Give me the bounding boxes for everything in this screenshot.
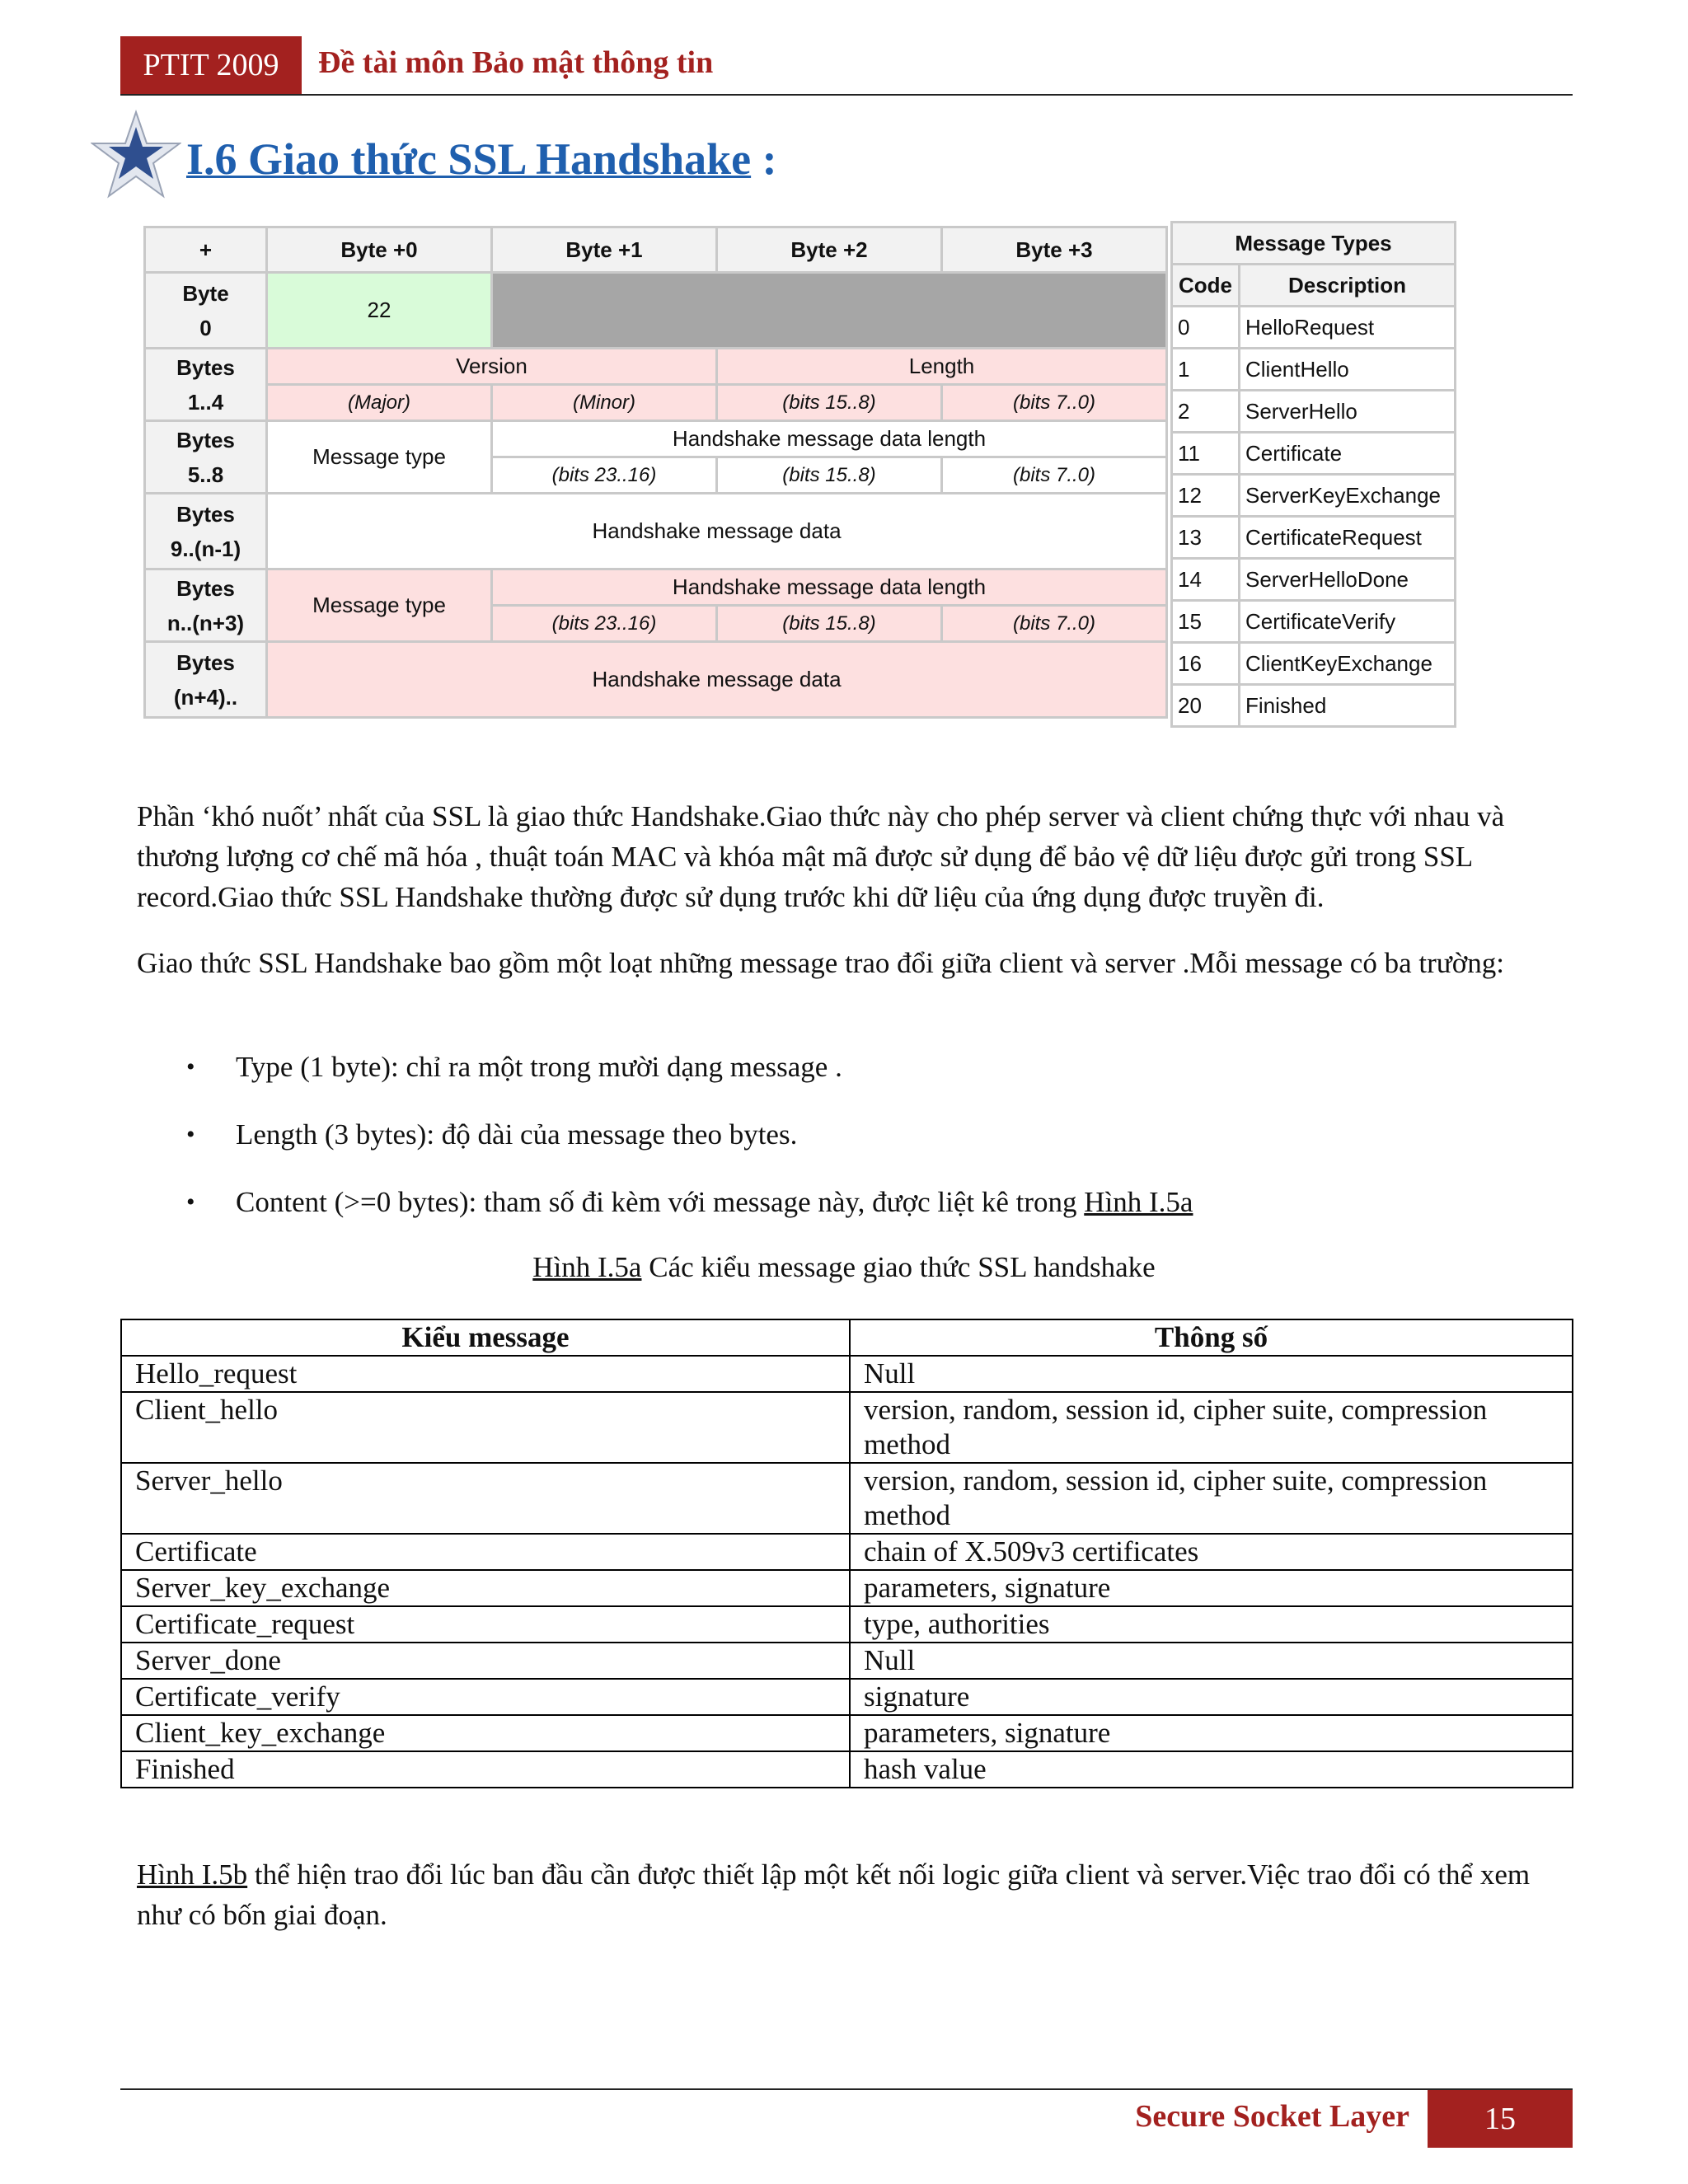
message-kind: Certificate_verify (121, 1679, 850, 1715)
message-code: 2 (1172, 391, 1240, 433)
content-type-cell: 22 (267, 273, 492, 349)
table-row (121, 1751, 1573, 1788)
message-params: chain of X.509v3 certificates (850, 1534, 1573, 1570)
message-params: Null (850, 1356, 1573, 1392)
message-type-row (1172, 643, 1456, 685)
star-icon (91, 109, 181, 199)
message-kind: Finished (121, 1751, 850, 1788)
table-row (121, 1715, 1573, 1751)
footer-divider (120, 2088, 1573, 2090)
table-corner: + (145, 227, 267, 273)
page-footer (120, 2088, 1573, 2149)
list-item: • Length (3 bytes): độ dài của message theo bytes. (137, 1114, 1554, 1182)
message-code: 11 (1172, 433, 1240, 475)
bits-cell: (bits 23..16) (492, 606, 717, 642)
bits-cell: (bits 7..0) (942, 457, 1167, 494)
table-row (121, 1643, 1573, 1679)
bullet-icon: • (186, 1188, 195, 1216)
message-kind: Client_hello (121, 1392, 850, 1463)
table-row (121, 1356, 1573, 1392)
header-title: Đề tài môn Bảo mật thông tin (318, 45, 714, 80)
description-header: Description (1240, 265, 1456, 307)
bullet-icon: • (186, 1053, 195, 1080)
row-header: Bytes 5..8 (145, 421, 267, 494)
message-code: 14 (1172, 559, 1240, 601)
message-description: ServerHelloDone (1240, 559, 1456, 601)
message-description: ServerKeyExchange (1240, 475, 1456, 517)
figure-link[interactable]: Hình I.5a (532, 1251, 642, 1283)
bits-cell: (bits 7..0) (942, 385, 1167, 421)
table-row (121, 1606, 1573, 1643)
bits-cell: (bits 23..16) (492, 457, 717, 494)
table-row (121, 1392, 1573, 1463)
message-params: parameters, signature (850, 1570, 1573, 1606)
length-cell: Length (717, 349, 1167, 385)
message-type-row (1172, 349, 1456, 391)
table-caption: Hình I.5a Các kiểu message giao thức SSL handshake (532, 1251, 1156, 1283)
row-header: Bytes n..(n+3) (145, 569, 267, 642)
bullet-icon: • (186, 1121, 195, 1148)
message-description: ClientKeyExchange (1240, 643, 1456, 685)
message-kind: Hello_request (121, 1356, 850, 1392)
message-kind: Server_hello (121, 1463, 850, 1534)
header-divider (120, 94, 1573, 96)
section-title-link[interactable]: I.6 Giao thức SSL Handshake (186, 134, 752, 184)
message-type-row (1172, 517, 1456, 559)
message-description: Certificate (1240, 433, 1456, 475)
code-header: Code (1172, 265, 1240, 307)
message-description: ServerHello (1240, 391, 1456, 433)
table-row (121, 1534, 1573, 1570)
col-header: Byte +0 (267, 227, 492, 273)
col-header: Byte +1 (492, 227, 717, 273)
message-description: CertificateVerify (1240, 601, 1456, 643)
row-header: Byte 0 (145, 273, 267, 349)
message-kind: Client_key_exchange (121, 1715, 850, 1751)
message-params: Null (850, 1643, 1573, 1679)
table-row (121, 1570, 1573, 1606)
row-header: Bytes (n+4).. (145, 642, 267, 718)
table-row (121, 1679, 1573, 1715)
message-params: version, random, session id, cipher suite, compression method (850, 1463, 1573, 1534)
message-types-title: Message Types (1172, 223, 1456, 265)
message-kind: Server_done (121, 1643, 850, 1679)
message-kind: Certificate_request (121, 1606, 850, 1643)
bits-cell: (bits 15..8) (717, 385, 942, 421)
message-code: 12 (1172, 475, 1240, 517)
message-type-row (1172, 559, 1456, 601)
header-label: PTIT 2009 (120, 36, 302, 94)
section-heading (91, 105, 915, 204)
list-item: • Type (1 byte): chỉ ra một trong mười dạng message . (137, 1047, 1554, 1114)
message-code: 16 (1172, 643, 1240, 685)
message-type-row (1172, 475, 1456, 517)
message-code: 15 (1172, 601, 1240, 643)
section-title-suffix: : (751, 134, 777, 184)
message-code: 13 (1172, 517, 1240, 559)
data-length-cell: Handshake message data length (492, 569, 1167, 606)
figure-link[interactable]: Hình I.5b (137, 1858, 248, 1891)
footer-title: Secure Socket Layer (1135, 2099, 1409, 2134)
version-cell: Version (267, 349, 717, 385)
unused-cell (492, 273, 1167, 349)
message-types-table (1170, 221, 1456, 728)
page-number: 15 (1428, 2090, 1573, 2148)
col-header: Byte +2 (717, 227, 942, 273)
message-data-cell: Handshake message data (267, 494, 1167, 569)
row-header: Bytes 9..(n-1) (145, 494, 267, 569)
message-kind: Certificate (121, 1534, 850, 1570)
message-type-cell: Message type (267, 421, 492, 494)
message-type-row (1172, 433, 1456, 475)
message-type-cell: Message type (267, 569, 492, 642)
message-params-table (120, 1319, 1573, 1788)
data-length-cell: Handshake message data length (492, 421, 1167, 457)
table-row (121, 1463, 1573, 1534)
message-description: HelloRequest (1240, 307, 1456, 349)
paragraph-intro: Phần ‘khó nuốt’ nhất của SSL là giao thức Handshake.Giao thức này cho phép server và client chứng thực với nhau và thương lượng cơ chế mã hóa , thuật toán MAC và khóa mật mã được sử dụng để bảo vệ dữ liệu được gửi trong SSL record.Giao thức SSL Handshake thường được sử dụng trước khi dữ liệu của ứng dụng được truyền đi. (137, 800, 1505, 913)
major-cell: (Major) (267, 385, 492, 421)
message-code: 20 (1172, 685, 1240, 727)
list-item: • Content (>=0 bytes): tham số đi kèm với message này, được liệt kê trong Hình I.5a (137, 1182, 1554, 1249)
row-header: Bytes 1..4 (145, 349, 267, 421)
col-header-params: Thông số (850, 1319, 1573, 1356)
bits-cell: (bits 15..8) (717, 606, 942, 642)
handshake-record-table (143, 226, 1168, 719)
message-type-row (1172, 307, 1456, 349)
message-description: CertificateRequest (1240, 517, 1456, 559)
message-code: 1 (1172, 349, 1240, 391)
minor-cell: (Minor) (492, 385, 717, 421)
message-kind: Server_key_exchange (121, 1570, 850, 1606)
figure-link[interactable]: Hình I.5a (1084, 1186, 1193, 1218)
paragraph-figure-ref: Hình I.5b thể hiện trao đổi lúc ban đầu cần được thiết lập một kết nối logic giữa client và server.Việc trao đổi có thể xem như có bốn giai đoạn. (137, 1858, 1531, 1931)
message-description: ClientHello (1240, 349, 1456, 391)
field-list (137, 1047, 1554, 1249)
message-params: type, authorities (850, 1606, 1573, 1643)
message-type-row (1172, 391, 1456, 433)
message-params: signature (850, 1679, 1573, 1715)
message-code: 0 (1172, 307, 1240, 349)
message-type-row (1172, 685, 1456, 727)
col-header: Byte +3 (942, 227, 1167, 273)
message-description: Finished (1240, 685, 1456, 727)
message-params: parameters, signature (850, 1715, 1573, 1751)
paragraph-fields: Giao thức SSL Handshake bao gồm một loạt những message trao đổi giữa client và server .Mỗi message có ba trường: (137, 947, 1504, 979)
bits-cell: (bits 7..0) (942, 606, 1167, 642)
col-header-type: Kiểu message (121, 1319, 850, 1356)
message-type-row (1172, 601, 1456, 643)
page-header (120, 36, 1573, 96)
message-data-cell: Handshake message data (267, 642, 1167, 718)
message-params: hash value (850, 1751, 1573, 1788)
bits-cell: (bits 15..8) (717, 457, 942, 494)
message-params: version, random, session id, cipher suite, compression method (850, 1392, 1573, 1463)
